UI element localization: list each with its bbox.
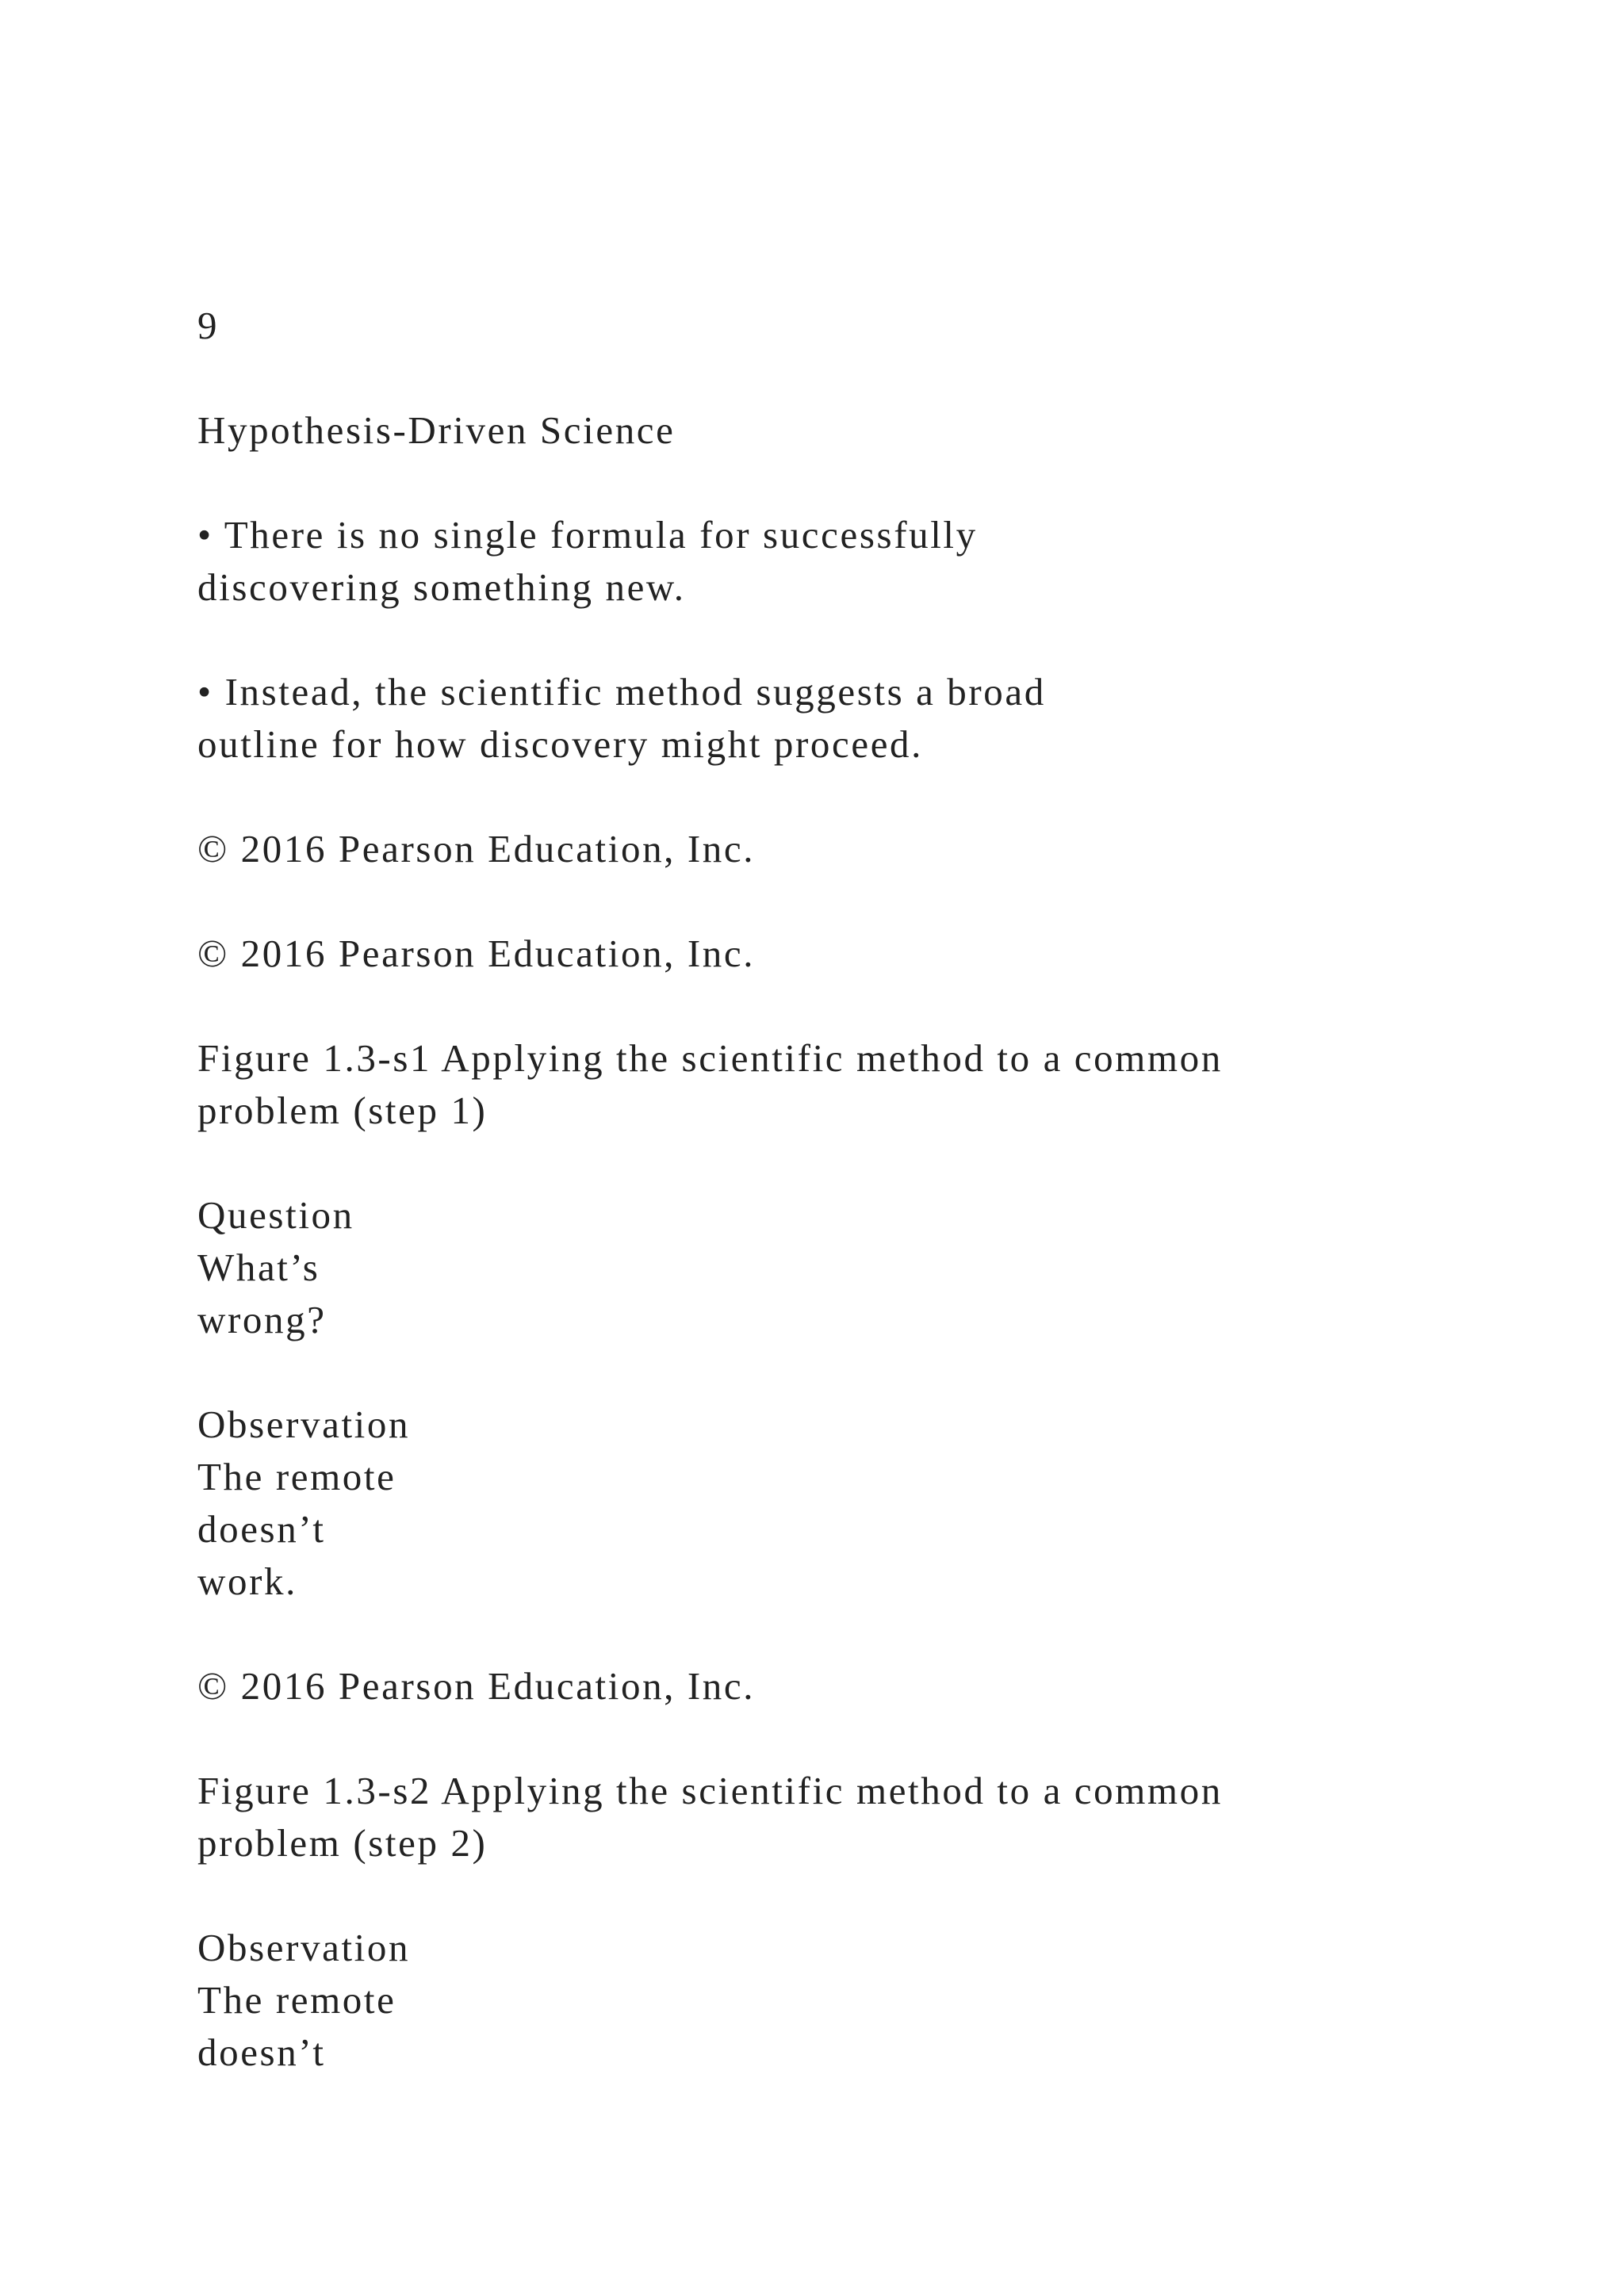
copyright-line-1: © 2016 Pearson Education, Inc. [197,827,756,871]
figure-2-observation-label: Observation [197,1926,411,1969]
copyright-line-3: © 2016 Pearson Education, Inc. [197,1664,756,1708]
copyright-line-2: © 2016 Pearson Education, Inc. [197,932,756,975]
bullet-2-line-2: outline for how discovery might proceed. [197,722,924,766]
figure-2-observation-text-1: The remote [197,1978,396,2022]
figure-2-caption-line-2: problem (step 2) [197,1821,488,1865]
figure-1-question-text-1: What’s [197,1246,320,1289]
figure-1-observation-text-3: work. [197,1559,297,1603]
section-title: Hypothesis-Driven Science [197,408,676,452]
page-number: 9 [197,304,220,347]
bullet-2-line-1: • Instead, the scientific method suggests a broad [197,670,1046,714]
figure-1-observation-label: Observation [197,1402,411,1446]
figure-1-caption-line-1: Figure 1.3-s1 Applying the scientific method to a common [197,1036,1223,1080]
bullet-1-line-1: • There is no single formula for successfully [197,513,978,557]
figure-2-observation-text-2: doesn’t [197,2030,326,2074]
figure-1-caption-line-2: problem (step 1) [197,1089,488,1132]
figure-1-question-label: Question [197,1193,354,1237]
figure-1-observation-text-2: doesn’t [197,1507,326,1551]
bullet-1-line-2: discovering something new. [197,565,686,609]
figure-1-question-text-2: wrong? [197,1298,327,1341]
figure-1-observation-text-1: The remote [197,1455,396,1498]
figure-2-caption-line-1: Figure 1.3-s2 Applying the scientific method to a common [197,1769,1223,1812]
